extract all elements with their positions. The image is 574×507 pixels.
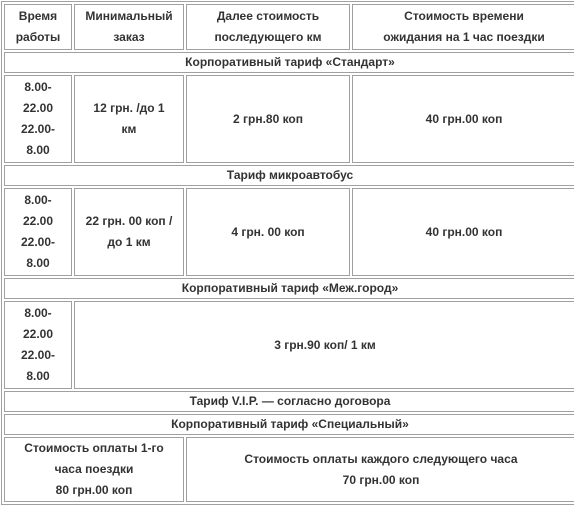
section-title: Тариф V.I.P. — согласно договора — [4, 391, 574, 412]
section-title: Корпоративный тариф «Меж.город» — [4, 278, 574, 299]
rate-row-special — [4, 437, 574, 502]
rate-row-minibus — [4, 188, 574, 276]
hours-cell: 8.00- 22.00 22.00- 8.00 — [4, 188, 72, 276]
header-hours: Время работы — [4, 4, 72, 50]
waiting-cell: 40 грн.00 коп — [352, 75, 574, 163]
section-title: Тариф микроавтобус — [4, 165, 574, 186]
section-title-intercity — [4, 278, 574, 299]
hours-cell: 8.00- 22.00 22.00- 8.00 — [4, 301, 72, 389]
waiting-cell: 40 грн.00 коп — [352, 188, 574, 276]
hours-cell: 8.00- 22.00 22.00- 8.00 — [4, 75, 72, 163]
section-title-standard — [4, 52, 574, 73]
section-title: Корпоративный тариф «Специальный» — [4, 414, 574, 435]
per-km-cell: 2 грн.80 коп — [186, 75, 350, 163]
header-per-km: Далее стоимость последующего км — [186, 4, 350, 50]
first-hour-cell: Стоимость оплаты 1-го часа поездки 80 грн.00 коп — [4, 437, 184, 502]
min-order-cell: 22 грн. 00 коп / до 1 км — [74, 188, 184, 276]
header-row — [4, 4, 574, 50]
header-min-order: Минимальный заказ — [74, 4, 184, 50]
rate-row-standard — [4, 75, 574, 163]
next-hour-cell: Стоимость оплаты каждого следующего часа 70 грн.00 коп — [186, 437, 574, 502]
per-km-cell: 4 грн. 00 коп — [186, 188, 350, 276]
header-waiting: Стоимость времени ожидания на 1 час поездки — [352, 4, 574, 50]
min-order-cell: 12 грн. /до 1 км — [74, 75, 184, 163]
section-title-minibus — [4, 165, 574, 186]
section-title-special — [4, 414, 574, 435]
section-title: Корпоративный тариф «Стандарт» — [4, 52, 574, 73]
tariff-table — [1, 1, 574, 505]
section-title-vip — [4, 391, 574, 412]
rate-row-intercity — [4, 301, 574, 389]
intercity-price-cell: 3 грн.90 коп/ 1 км — [74, 301, 574, 389]
